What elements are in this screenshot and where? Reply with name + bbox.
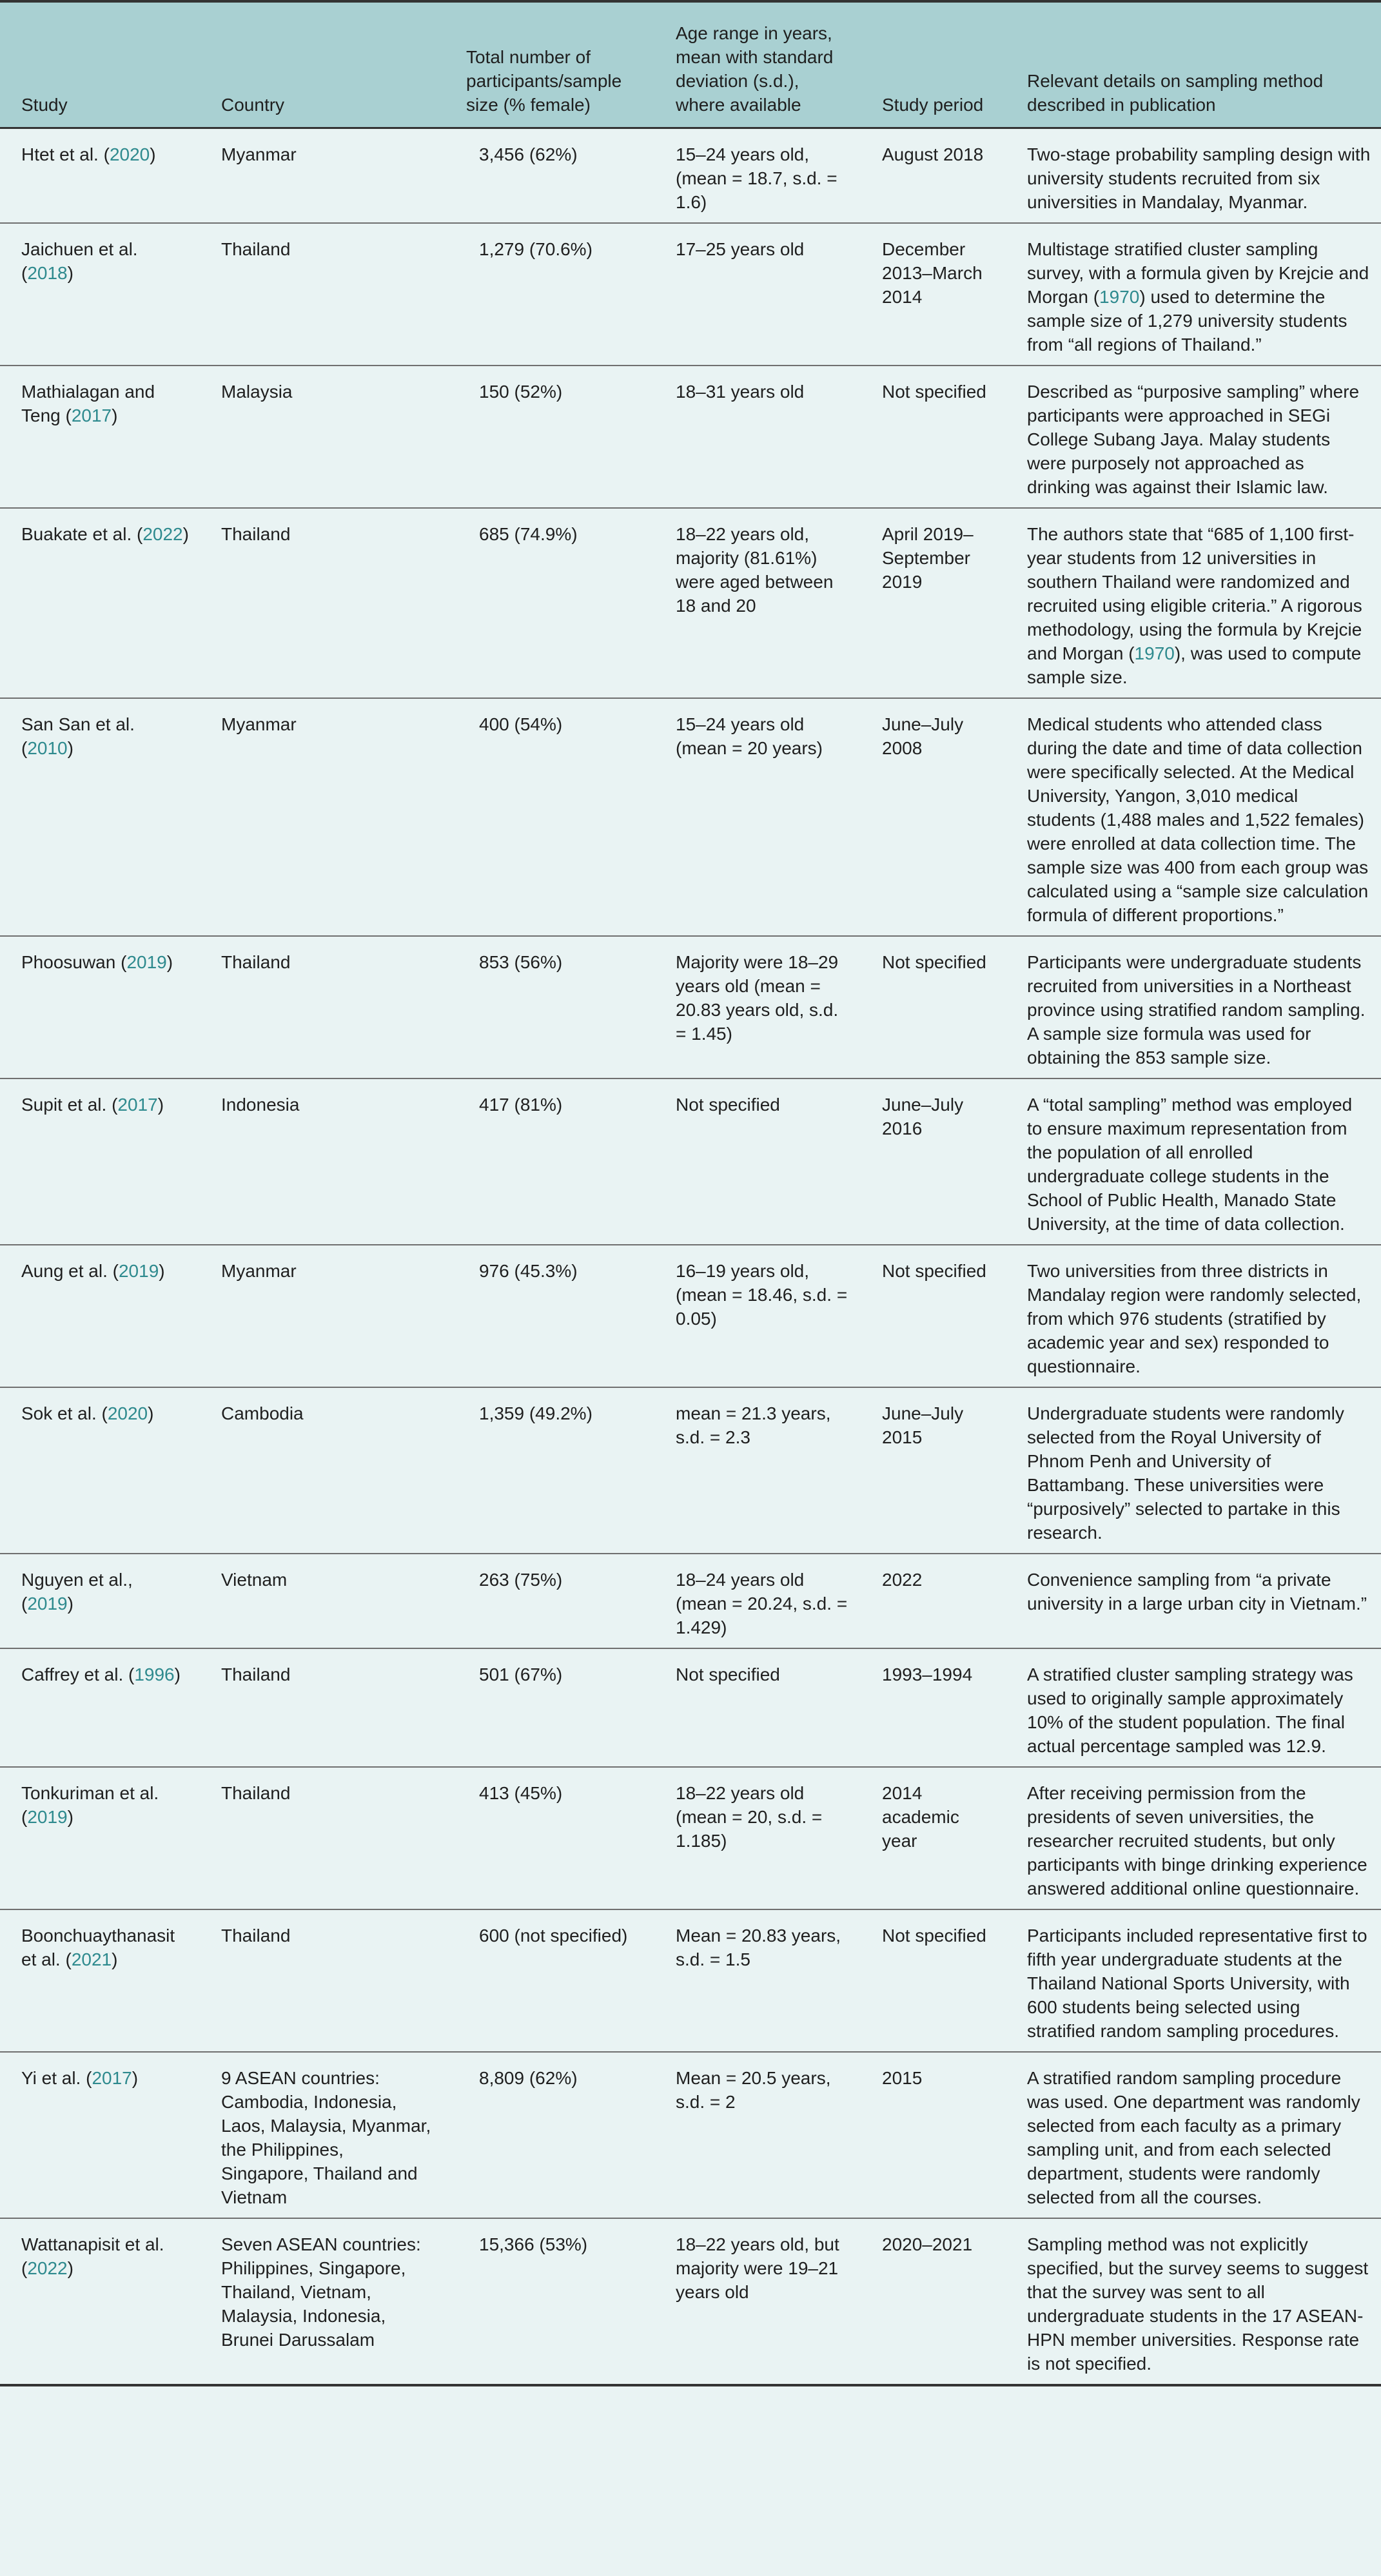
cell-age-range: 18–22 years old (mean = 20, s.d. = 1.185)	[676, 1782, 823, 1851]
table-row	[0, 508, 1381, 698]
cell-age-range: 16–19 years old, (mean = 18.46, s.d. = 0.05)	[676, 1260, 848, 1329]
study-year-link[interactable]: 2022	[142, 523, 183, 544]
total-value: 263 (75%)	[479, 1569, 563, 1590]
cell-study-period: December 2013–March 2014	[882, 239, 983, 307]
study-close-paren: )	[174, 1664, 181, 1684]
study-year-link[interactable]: 2019	[126, 951, 167, 972]
header-age-range: Age range in years, mean with standard deviation (s.d.), where available	[654, 3, 861, 128]
cell-country: Cambodia	[221, 1403, 304, 1423]
total-value: 976 (45.3%)	[479, 1260, 578, 1281]
cell-sampling-details	[1006, 2052, 1381, 2218]
total-value: 15,366 (53%)	[479, 2234, 588, 2254]
cell-study	[0, 1648, 200, 1767]
study-close-paren: )	[166, 951, 173, 972]
cell-age-range: Mean = 20.83 years, s.d. = 1.5	[676, 1925, 841, 1969]
study-close-paren: )	[159, 1260, 165, 1281]
details-text: Multistage stratified cluster sampling survey, with a formula given by Krejcie and Morgan (	[1027, 239, 1369, 307]
cell-study	[0, 223, 200, 366]
table-row	[0, 2052, 1381, 2218]
cell-study	[0, 1078, 200, 1245]
cell-age-range: 18–22 years old, but majority were 19–21 years old	[676, 2234, 839, 2302]
table-row	[0, 1909, 1381, 2052]
cell-country: Malaysia	[221, 381, 293, 402]
table-body	[0, 128, 1381, 2385]
cell-country: Thailand	[221, 523, 291, 544]
details-text: The authors state that “685 of 1,100 first-year students from 12 universities in southern Thailand were randomized and recruited using eligible criteria.” A rigorous methodology, using the formula by Krejcie and Morgan (	[1027, 523, 1362, 663]
cell-total-participants	[445, 223, 654, 366]
cell-sampling-details	[1006, 508, 1381, 698]
details-text: A “total sampling” method was employed to ensure maximum representation from the population of all enrolled undergraduate college students in the School of Public Health, Manado State University, at the time of data collection.	[1027, 1094, 1353, 1234]
details-text: Convenience sampling from “a private university in a large urban city in Vietnam.”	[1027, 1569, 1367, 1614]
details-text-continued: ), was used to compute sample size.	[1027, 643, 1362, 687]
study-authors: San San et al. (	[21, 714, 135, 758]
study-year-link[interactable]: 2021	[71, 1949, 112, 1969]
study-authors: Supit et al. (	[21, 1094, 118, 1115]
cell-sampling-details	[1006, 366, 1381, 508]
table-row	[0, 223, 1381, 366]
table-row	[0, 936, 1381, 1078]
cell-sampling-details	[1006, 128, 1381, 223]
study-year-link[interactable]: 2020	[107, 1403, 148, 1423]
study-close-paren: )	[157, 1094, 164, 1115]
cell-age-range: Not specified	[676, 1094, 780, 1115]
cell-total-participants	[445, 1648, 654, 1767]
details-text-continued: ) used to determine the sample size of 1,279 university students from “all regions of Thailand.”	[1027, 286, 1347, 355]
cell-sampling-details	[1006, 1245, 1381, 1387]
cell-sampling-details	[1006, 223, 1381, 366]
cell-study-period: 2015	[882, 2067, 923, 2088]
details-text: Medical students who attended class during the date and time of data collection were specifically selected. At the Medical University, Yangon, 3,010 medical students (1,488 males and 1,522 females) were enrolled at data collection time. The sample size was 400 from each group was calculated using a “sample size calculation formula of different proportions.”	[1027, 714, 1369, 925]
study-close-paren: )	[67, 1806, 73, 1827]
cell-country: 9 ASEAN countries: Cambodia, Indonesia, Laos, Malaysia, Myanmar, the Philippines, Singapore, Thailand and Vietnam	[221, 2067, 431, 2207]
study-authors: Tonkuriman et al. (	[21, 1782, 159, 1827]
cell-country: Thailand	[221, 1925, 291, 1946]
study-authors: Buakate et al. (	[21, 523, 143, 544]
study-authors: Phoosuwan (	[21, 951, 127, 972]
cell-study-period: 2014 academic year	[882, 1782, 959, 1851]
cell-sampling-details	[1006, 1767, 1381, 1909]
details-text: Described as “purposive sampling” where participants were approached in SEGi College Subang Jaya. Malay students were purposely not approached as drinking was against their Islamic law.	[1027, 381, 1360, 497]
cell-study	[0, 1554, 200, 1648]
cell-study-period: 1993–1994	[882, 1664, 973, 1684]
study-year-link[interactable]: 2017	[92, 2067, 132, 2088]
cell-age-range: 17–25 years old	[676, 239, 805, 259]
study-year-link[interactable]: 2020	[109, 144, 150, 164]
cell-total-participants	[445, 1387, 654, 1554]
cell-country: Thailand	[221, 1782, 291, 1803]
cell-total-participants	[445, 508, 654, 698]
cell-sampling-details	[1006, 2218, 1381, 2385]
details-text: Sampling method was not explicitly specified, but the survey seems to suggest that the survey was sent to all undergraduate students in the 17 ASEAN-HPN member universities. Response rate is not specified.	[1027, 2234, 1369, 2374]
details-text: Undergraduate students were randomly selected from the Royal University of Phnom Penh and University of Battambang. These universities were “purposively” selected to partake in this research.	[1027, 1403, 1344, 1543]
study-authors: Aung et al. (	[21, 1260, 119, 1281]
table-row	[0, 2218, 1381, 2385]
table-row	[0, 128, 1381, 223]
study-close-paren: )	[67, 737, 73, 758]
study-close-paren: )	[112, 1949, 118, 1969]
details-citation-link[interactable]: 1970	[1134, 643, 1175, 663]
cell-age-range: mean = 21.3 years, s.d. = 2.3	[676, 1403, 831, 1447]
cell-study-period: Not specified	[882, 381, 986, 402]
cell-sampling-details	[1006, 698, 1381, 936]
study-year-link[interactable]: 2022	[27, 2258, 68, 2278]
total-value: 400 (54%)	[479, 714, 563, 734]
cell-study-period: Not specified	[882, 951, 986, 972]
cell-total-participants	[445, 1767, 654, 1909]
study-authors: Mathialagan and Teng (	[21, 381, 155, 425]
cell-country: Vietnam	[221, 1569, 288, 1590]
cell-study	[0, 698, 200, 936]
cell-study	[0, 936, 200, 1078]
cell-sampling-details	[1006, 936, 1381, 1078]
header-total-participants: Total number of participants/sample size (% female)	[445, 3, 654, 128]
cell-age-range: 18–22 years old, majority (81.61%) were aged between 18 and 20	[676, 523, 834, 616]
study-authors: Caffrey et al. (	[21, 1664, 135, 1684]
cell-study-period: 2020–2021	[882, 2234, 973, 2254]
details-text: Participants were undergraduate students recruited from universities in a Northeast province using stratified random sampling. A sample size formula was used for obtaining the 853 sample size.	[1027, 951, 1366, 1068]
cell-age-range: Mean = 20.5 years, s.d. = 2	[676, 2067, 831, 2112]
total-value: 1,359 (49.2%)	[479, 1403, 593, 1423]
study-close-paren: )	[132, 2067, 139, 2088]
total-value: 853 (56%)	[479, 951, 563, 972]
table-row	[0, 1245, 1381, 1387]
cell-sampling-details	[1006, 1387, 1381, 1554]
cell-total-participants	[445, 2218, 654, 2385]
total-value: 150 (52%)	[479, 381, 563, 402]
study-close-paren: )	[67, 262, 73, 283]
cell-total-participants	[445, 1078, 654, 1245]
cell-study	[0, 508, 200, 698]
header-sampling-details: Relevant details on sampling method described in publication	[1006, 3, 1381, 128]
cell-total-participants	[445, 2052, 654, 2218]
details-text: Two-stage probability sampling design with university students recruited from six universities in Mandalay, Myanmar.	[1027, 144, 1371, 212]
cell-sampling-details	[1006, 1554, 1381, 1648]
total-value: 413 (45%)	[479, 1782, 563, 1803]
cell-country: Myanmar	[221, 144, 297, 164]
details-text: A stratified cluster sampling strategy was used to originally sample approximately 10% of the student population. The final actual percentage sampled was 12.9.	[1027, 1664, 1353, 1756]
cell-study	[0, 128, 200, 223]
cell-study	[0, 2052, 200, 2218]
cell-study-period: Not specified	[882, 1925, 986, 1946]
cell-study	[0, 1767, 200, 1909]
cell-study-period: Not specified	[882, 1260, 986, 1281]
table-row	[0, 1554, 1381, 1648]
cell-study-period: June–July 2016	[882, 1094, 964, 1138]
study-authors: Htet et al. (	[21, 144, 110, 164]
total-value: 8,809 (62%)	[479, 2067, 578, 2088]
total-value: 501 (67%)	[479, 1664, 563, 1684]
study-year-link[interactable]: 2019	[27, 1593, 68, 1614]
cell-study-period: 2022	[882, 1569, 923, 1590]
study-close-paren: )	[112, 405, 118, 425]
study-year-link[interactable]: 2010	[27, 737, 68, 758]
total-value: 685 (74.9%)	[479, 523, 578, 544]
cell-sampling-details	[1006, 1078, 1381, 1245]
total-value: 600 (not specified)	[479, 1925, 628, 1946]
cell-total-participants	[445, 936, 654, 1078]
study-authors: Jaichuen et al. (	[21, 239, 138, 283]
table-row	[0, 1387, 1381, 1554]
cell-total-participants	[445, 1245, 654, 1387]
details-text: A stratified random sampling procedure was used. One department was randomly selected from each faculty as a primary sampling unit, and from each selected department, students were randomly selected from all the courses.	[1027, 2067, 1360, 2207]
cell-study-period: August 2018	[882, 144, 984, 164]
cell-country: Indonesia	[221, 1094, 300, 1115]
study-year-link[interactable]: 2017	[71, 405, 112, 425]
study-year-link[interactable]: 2019	[118, 1260, 159, 1281]
cell-country: Thailand	[221, 239, 291, 259]
study-authors: Boonchuaythanasit et al. (	[21, 1925, 175, 1969]
cell-country: Thailand	[221, 1664, 291, 1684]
cell-total-participants	[445, 128, 654, 223]
cell-sampling-details	[1006, 1648, 1381, 1767]
cell-study-period: June–July 2015	[882, 1403, 964, 1447]
study-authors: Yi et al. (	[21, 2067, 92, 2088]
cell-age-range: Not specified	[676, 1664, 780, 1684]
cell-study	[0, 1245, 200, 1387]
cell-total-participants	[445, 698, 654, 936]
cell-total-participants	[445, 366, 654, 508]
details-text: Two universities from three districts in Mandalay region were randomly selected, from which 976 students (stratified by academic year and sex) responded to questionnaire.	[1027, 1260, 1362, 1376]
cell-study-period: April 2019–September 2019	[882, 523, 974, 592]
cell-sampling-details	[1006, 1909, 1381, 2052]
details-text: Participants included representative first to fifth year undergraduate students at the Thailand National Sports University, with 600 students being selected using stratified random sampling procedures.	[1027, 1925, 1367, 2041]
table-row	[0, 366, 1381, 508]
cell-age-range: Majority were 18–29 years old (mean = 20.83 years old, s.d. = 1.45)	[676, 951, 839, 1044]
study-year-link[interactable]: 2018	[27, 262, 68, 283]
cell-study	[0, 1387, 200, 1554]
study-close-paren: )	[67, 2258, 73, 2278]
studies-table	[0, 3, 1381, 2386]
cell-study-period: June–July 2008	[882, 714, 964, 758]
table-row	[0, 698, 1381, 936]
cell-country: Myanmar	[221, 714, 297, 734]
details-text: After receiving permission from the presidents of seven universities, the researcher recruited students, but only participants with binge drinking experience answered additional online questionnaire.	[1027, 1782, 1367, 1898]
total-value: 1,279 (70.6%)	[479, 239, 593, 259]
study-authors: Wattanapisit et al. (	[21, 2234, 164, 2278]
cell-age-range: 15–24 years old, (mean = 18.7, s.d. = 1.6)	[676, 144, 837, 212]
header-study-period: Study period	[861, 3, 1006, 128]
cell-study	[0, 366, 200, 508]
study-authors: Nguyen et al., (	[21, 1569, 133, 1614]
cell-study	[0, 1909, 200, 2052]
study-close-paren: )	[182, 523, 189, 544]
study-year-link[interactable]: 2019	[27, 1806, 68, 1827]
header-study: Study	[0, 3, 200, 128]
table-row	[0, 1078, 1381, 1245]
cell-age-range: 18–24 years old (mean = 20.24, s.d. = 1.429)	[676, 1569, 848, 1637]
cell-country: Thailand	[221, 951, 291, 972]
header-country: Country	[200, 3, 445, 128]
study-close-paren: )	[148, 1403, 154, 1423]
cell-country: Seven ASEAN countries: Philippines, Singapore, Thailand, Vietnam, Malaysia, Indonesia, Brunei Darussalam	[221, 2234, 421, 2350]
cell-country: Myanmar	[221, 1260, 297, 1281]
study-year-link[interactable]: 2017	[117, 1094, 158, 1115]
table-row	[0, 1648, 1381, 1767]
total-value: 417 (81%)	[479, 1094, 563, 1115]
table-row	[0, 1767, 1381, 1909]
cell-age-range: 15–24 years old (mean = 20 years)	[676, 714, 823, 758]
total-value: 3,456 (62%)	[479, 144, 578, 164]
cell-total-participants	[445, 1554, 654, 1648]
cell-total-participants	[445, 1909, 654, 2052]
study-close-paren: )	[150, 144, 156, 164]
study-year-link[interactable]: 1996	[134, 1664, 175, 1684]
details-citation-link[interactable]: 1970	[1099, 286, 1140, 307]
study-authors: Sok et al. (	[21, 1403, 108, 1423]
study-close-paren: )	[67, 1593, 73, 1614]
cell-study	[0, 2218, 200, 2385]
table-header-row	[0, 3, 1381, 128]
cell-age-range: 18–31 years old	[676, 381, 805, 402]
